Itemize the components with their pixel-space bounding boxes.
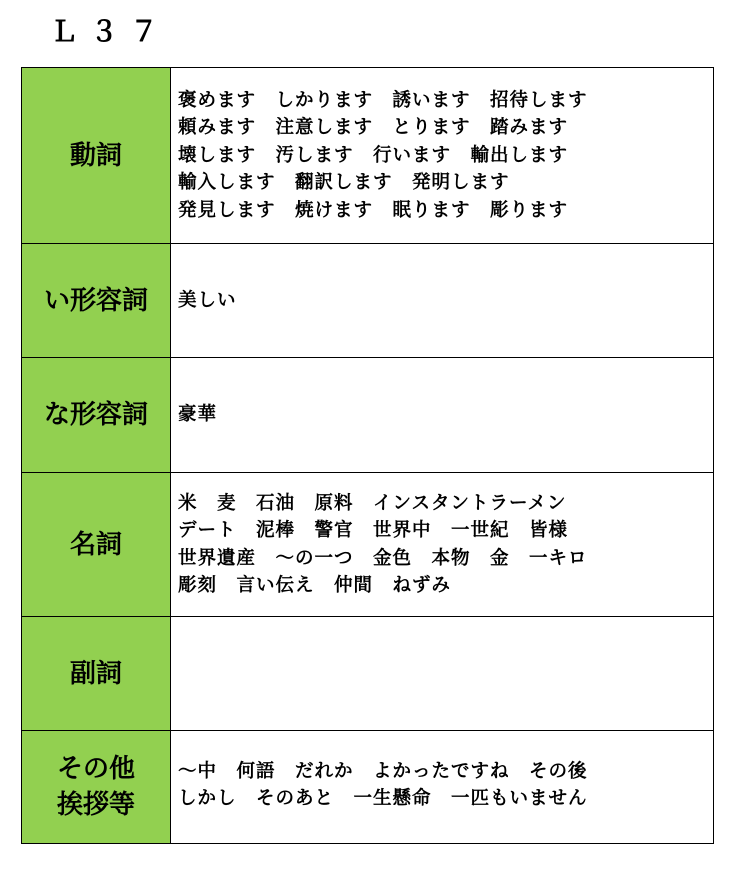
word-list-na-adjectives: 豪華 — [171, 358, 714, 473]
category-label-adverbs: 副詞 — [22, 617, 171, 731]
category-label-verbs: 動詞 — [22, 68, 171, 244]
word-list-adverbs — [171, 617, 714, 731]
table-row-adverbs — [22, 617, 714, 731]
word-list-nouns: 米 麦 石油 原料 インスタントラーメン デート 泥棒 警官 世界中 一世紀 皆様 世界遺産 ～の一つ 金色 本物 金 一キロ 彫刻 言い伝え 仲間 ねずみ — [171, 473, 714, 617]
vocabulary-table — [21, 67, 714, 844]
table-row-nouns — [22, 473, 714, 617]
category-label-other-greetings: その他 挨拶等 — [22, 731, 171, 844]
table-row-na-adjectives — [22, 358, 714, 473]
word-list-i-adjectives: 美しい — [171, 244, 714, 358]
category-label-nouns: 名詞 — [22, 473, 171, 617]
table-row-verbs — [22, 68, 714, 244]
word-list-verbs: 褒めます しかります 誘います 招待します 頼みます 注意します とります 踏みます 壊します 汚します 行います 輸出します 輸入します 翻訳します 発明します 発見します 焼けます 眠ります 彫ります — [171, 68, 714, 244]
table-row-i-adjectives — [22, 244, 714, 358]
lesson-title: Ｌ３７ — [50, 15, 171, 48]
category-label-i-adjectives: い形容詞 — [22, 244, 171, 358]
table-row-other-greetings — [22, 731, 714, 844]
word-list-other-greetings: ～中 何語 だれか よかったですね その後 しかし そのあと 一生懸命 一匹もいません — [171, 731, 714, 844]
category-label-na-adjectives: な形容詞 — [22, 358, 171, 473]
